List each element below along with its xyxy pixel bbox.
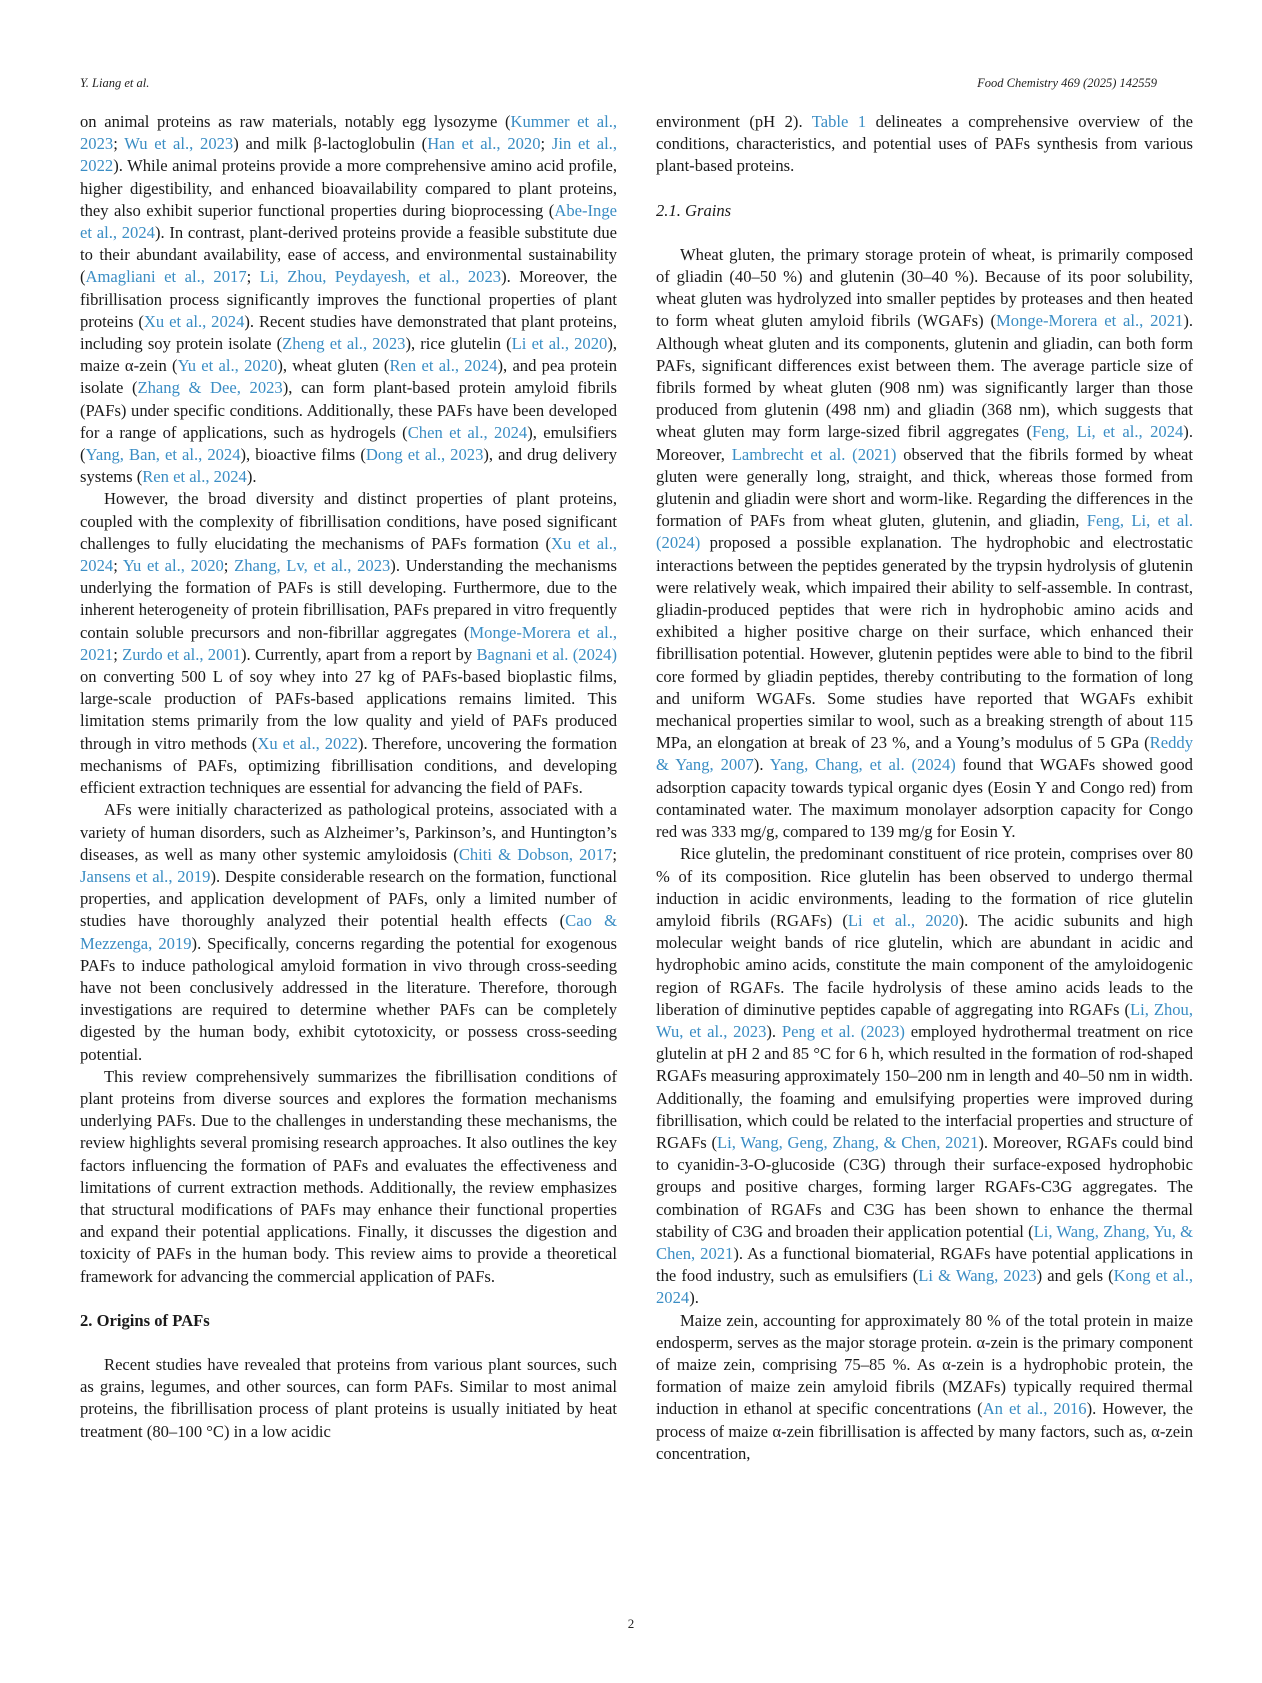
citation-link[interactable]: Li, Wang, Geng, Zhang, & Chen, 2021 — [717, 1132, 979, 1152]
body-paragraph: on animal proteins as raw materials, notably egg lysozyme (Kummer et al., 2023; Wu et al., 2023) and milk β-lactoglobulin (Han et al., 2020; Jin et al., 2022). While animal proteins provide a more comprehensive amino acid profile, higher digestibility, and enhanced bioavailability compared to plant proteins, they also exhibit superior functional properties during bioprocessing (Abe-Inge et al., 2024). In contrast, plant-derived proteins provide a feasible substitute due to their abundant availability, ease of access, and environmental sustainability (Amagliani et al., 2017; Li, Zhou, Peydayesh, et al., 2023). Moreover, the fibrillisation process significantly improves the functional properties of plant proteins (Xu et al., 2024). Recent studies have demonstrated that plant proteins, including soy protein isolate (Zheng et al., 2023), rice glutelin (Li et al., 2020), maize α-zein (Yu et al., 2020), wheat gluten (Ren et al., 2024), and pea protein isolate (Zhang & Dee, 2023), can form plant-based protein amyloid fibrils (PAFs) under specific conditions. Additionally, these PAFs have been developed for a range of applications, such as hydrogels (Chen et al., 2024), emulsifiers (Yang, Ban, et al., 2024), bioactive films (Dong et al., 2023), and drug delivery systems (Ren et al., 2024). — [80, 112, 618, 487]
citation-link[interactable]: Xu et al., 2024 — [143, 311, 245, 331]
citation-link[interactable]: Feng, Li, et al., 2024 — [1031, 422, 1184, 442]
citation-link[interactable]: Li et al., 2020 — [511, 334, 608, 354]
citation-link[interactable]: Monge-Morera et al., 2021 — [996, 311, 1184, 331]
body-paragraph: However, the broad diversity and distinct properties of plant proteins, coupled with the complexity of fibrillisation conditions, have posed significant challenges to fully elucidating the mechanisms of PAFs formation (Xu et al., 2024; Yu et al., 2020; Zhang, Lv, et al., 2023). Understanding the mechanisms underlying the formation of PAFs is still developing. Furthermore, due to the inherent heterogeneity of protein fibrillisation, PAFs prepared in vitro frequently contain soluble precursors and non-fibrillar aggregates (Monge-Morera et al., 2021; Zurdo et al., 2001). Currently, apart from a report by Bagnani et al. (2024) on converting 500 L of soy whey into 27 kg of PAFs-based bioplastic films, large-scale production of PAFs-based applications remains limited. This limitation stems primarily from the low quality and yield of PAFs produced through in vitro methods (Xu et al., 2022). Therefore, uncovering the formation mechanisms of PAFs, optimizing fibrillisation conditions, and developing efficient extraction techniques are essential for advancing the field of PAFs. — [80, 489, 618, 798]
citation-link[interactable]: Feng, Li, et al. (2024) — [656, 511, 1193, 553]
citation-link[interactable]: Yu et al., 2020 — [177, 356, 278, 376]
citation-link[interactable]: Kummer et al., 2023 — [80, 112, 617, 154]
citation-link[interactable]: Cao & Mezzenga, 2019 — [80, 911, 617, 953]
citation-link[interactable]: Yang, Ban, et al., 2024 — [85, 445, 241, 465]
citation-link[interactable]: Li & Wang, 2023 — [918, 1266, 1037, 1286]
running-head-journal: Food Chemistry 469 (2025) 142559 — [977, 76, 1157, 90]
citation-link[interactable]: Li et al., 2020 — [847, 910, 959, 930]
section-heading-origins: 2. Origins of PAFs — [80, 1310, 210, 1330]
citation-link[interactable]: Xu et al., 2022 — [257, 733, 358, 753]
citation-link[interactable]: Zheng et al., 2023 — [282, 334, 406, 354]
citation-link[interactable]: Ren et al., 2024 — [389, 356, 498, 376]
citation-link[interactable]: Jansens et al., 2019 — [80, 866, 211, 886]
body-paragraph: Recent studies have revealed that proteins from various plant sources, such as grains, legumes, and other sources, can form PAFs. Similar to most animal proteins, the fibrillisation process of plant proteins is usually initiated by heat treatment (80–100 °C) in a low acidic — [80, 1354, 617, 1441]
citation-link[interactable]: Kong et al., 2024 — [656, 1266, 1194, 1308]
running-head-authors: Y. Liang et al. — [80, 76, 150, 90]
body-paragraph: This review comprehensively summarizes the fibrillisation conditions of plant proteins from diverse sources and explores the formation mechanisms underlying PAFs. Due to the challenges in understanding these mechanisms, the review highlights several promising research approaches. It also outlines the key factors influencing the formation of PAFs and evaluates the effectiveness and limitations of current extraction methods. Additionally, the review emphasizes that structural modifications of PAFs may enhance their functional properties and expand their potential applications. Finally, it discusses the digestion and toxicity of PAFs in the human body. This review aims to provide a theoretical framework for advancing the commercial application of PAFs. — [80, 1066, 617, 1286]
body-paragraph: environment (pH 2). Table 1 delineates a comprehensive overview of the conditions, characteristics, and potential uses of PAFs synthesis from various plant-based proteins. — [656, 112, 1194, 176]
citation-link[interactable]: Wu et al., 2023 — [124, 134, 234, 154]
citation-link[interactable]: Chiti & Dobson, 2017 — [458, 844, 613, 864]
citation-link[interactable]: Dong et al., 2023 — [365, 445, 484, 465]
citation-link[interactable]: Reddy & Yang, 2007 — [656, 733, 1193, 775]
citation-link[interactable]: Xu et al., 2024 — [80, 533, 617, 576]
citation-link[interactable]: Amagliani et al., 2017 — [85, 267, 247, 287]
citation-link[interactable]: Zhang & Dee, 2023 — [137, 378, 283, 398]
body-paragraph: AFs were initially characterized as pathological proteins, associated with a variety of human disorders, such as Alzheimer’s, Parkinson’s, and Huntington’s diseases, as well as many other systemic amyloidosis (Chiti & Dobson, 2017; Jansens et al., 2019). Despite considerable research on the formation, functional properties, and application development of PAFs, only a limited number of studies have thoroughly analyzed their potential health effects (Cao & Mezzenga, 2019). Specifically, concerns regarding the potential for exogenous PAFs to induce pathological amyloid formation in vivo through cross-seeding have not been conclusively addressed in the literature. Therefore, thorough investigations are required to determine whether PAFs can be completely digested by the human body, exhibit cytotoxicity, or possess cross-seeding potential. — [80, 800, 618, 1064]
left-column-paragraphs — [80, 111, 617, 1288]
body-paragraph: Rice glutelin, the predominant constituent of rice protein, comprises over 80 % of its composition. Rice glutelin has been observed to undergo thermal induction in acidic environments, leading to the formation of rice glutelin amyloid fibrils (RGAFs) (Li et al., 2020). The acidic subunits and high molecular weight bands of rice glutelin, which are abundant in acidic and hydrophobic amino acids, constitute the main component of the amyloidogenic region of RGAFs. The facile hydrolysis of these amino acids leads to the liberation of diminutive peptides capable of aggregating into RGAFs (Li, Zhou, Wu, et al., 2023). Peng et al. (2023) employed hydrothermal treatment on rice glutelin at pH 2 and 85 °C for 6 h, which resulted in the formation of rod-shaped RGAFs measuring approximately 150–200 nm in length and 40–50 nm in width. Additionally, the foaming and emulsifying properties were improved during fibrillisation, which could be related to the interfacial properties and structure of RGAFs (Li, Wang, Geng, Zhang, & Chen, 2021). Moreover, RGAFs could bind to cyanidin-3-O-glucoside (C3G) through their surface-exposed hydrophobic groups and positive charges, forming larger RGAFs-C3G aggregates. The combination of RGAFs and C3G has been shown to enhance the thermal stability of C3G and broaden their application potential (Li, Wang, Zhang, Yu, & Chen, 2021). As a functional biomaterial, RGAFs have potential applications in the food industry, such as emulsifiers (Li & Wang, 2023) and gels (Kong et al., 2024). — [656, 844, 1194, 1308]
right-column — [656, 111, 1193, 1465]
citation-link[interactable]: An et al., 2016 — [982, 1399, 1087, 1419]
citation-link[interactable]: Zhang, Lv, et al., 2023 — [234, 556, 391, 576]
citation-link[interactable]: Li, Zhou, Wu, et al., 2023 — [656, 999, 1193, 1041]
citation-link[interactable]: Lambrecht et al. (2021) — [731, 444, 897, 464]
citation-link[interactable]: Li, Zhou, Peydayesh, et al., 2023 — [259, 267, 502, 287]
right-column-paragraphs — [656, 244, 1193, 1465]
citation-link[interactable]: Table 1 — [811, 112, 867, 131]
citation-link[interactable]: Ren et al., 2024 — [142, 467, 247, 487]
right-intro-paragraph — [656, 111, 1193, 178]
citation-link[interactable]: Yang, Chang, et al. (2024) — [769, 755, 956, 775]
citation-link[interactable]: Li, Wang, Zhang, Yu, & Chen, 2021 — [656, 1221, 1193, 1263]
left-column — [80, 111, 617, 1443]
citation-link[interactable]: Zurdo et al., 2001 — [122, 644, 241, 664]
page-number: 2 — [627, 1616, 635, 1631]
citation-link[interactable]: Chen et al., 2024 — [407, 422, 528, 442]
body-paragraph: Wheat gluten, the primary storage protein of wheat, is primarily composed of gliadin (40–50 %) and glutenin (30–40 %). Because of its poor solubility, wheat gluten was hydrolyzed into smaller peptides by proteases and then heated to form wheat gluten amyloid fibrils (WGAFs) (Monge-Morera et al., 2021). Although wheat gluten and its components, glutenin and gliadin, can both form PAFs, significant differences exist between them. The average particle size of fibrils formed by wheat gluten (908 nm) was significantly larger than those produced from glutenin (498 nm) and gliadin (368 nm), which suggests that wheat gluten may form large-sized fibril aggregates (Feng, Li, et al., 2024). Moreover, Lambrecht et al. (2021) observed that the fibrils formed by wheat gluten were generally long, straight, and thick, whereas those formed from glutenin and gliadin were short and worm-like. Regarding the differences in the formation of PAFs from wheat gluten, glutenin, and gliadin, Feng, Li, et al. (2024) proposed a possible explanation. The hydrophobic and electrostatic interactions between the peptides generated by the trypsin hydrolysis of glutenin were relatively weak, which impaired their ability to self-assemble. In contrast, gliadin-produced peptides that were rich in hydrophobic amino acids and exhibited a higher positive charge on their surface, which enhanced their fibrillisation potential. However, glutenin peptides were able to bind to the fibril core formed by gliadin peptides, thereby contributing to the formation of long and uniform WGAFs. Some studies have reported that WGAFs exhibit mechanical properties similar to wool, such as a breaking strength of about 115 MPa, an elongation at break of 23 %, and a Young’s modulus of 5 GPa (Reddy & Yang, 2007). Yang, Chang, et al. (2024) found that WGAFs showed good adsorption capacity towards typical organic dyes (Eosin Y and Congo red) from contaminated water. The maximum monolayer adsorption capacity for Congo red was 333 mg/g, compared to 139 mg/g for Eosin Y. — [656, 244, 1194, 842]
citation-link[interactable]: Peng et al. (2023) — [781, 1021, 905, 1041]
citation-link[interactable]: Han et al., 2020 — [427, 134, 541, 154]
citation-link[interactable]: Jin et al., 2022 — [80, 134, 617, 176]
citation-link[interactable]: Bagnani et al. (2024) — [476, 644, 617, 664]
body-paragraph: Maize zein, accounting for approximately 80 % of the total protein in maize endosperm, serves as the major storage protein. α-zein is the primary component of maize zein, comprising 75–85 %. As α-zein is a hydrophobic protein, the formation of maize zein amyloid fibrils (MZAFs) typically required thermal induction in ethanol at specific concentrations (An et al., 2016). However, the process of maize α-zein fibrillisation is affected by many factors, such as, α-zein concentration, — [656, 1310, 1193, 1463]
subsection-heading-grains: 2.1. Grains — [656, 200, 732, 220]
citation-link[interactable]: Abe-Inge et al., 2024 — [80, 200, 617, 243]
citation-link[interactable]: Yu et al., 2020 — [122, 556, 224, 576]
citation-link[interactable]: Monge-Morera et al., 2021 — [80, 622, 617, 664]
section-paragraphs — [80, 1354, 617, 1443]
